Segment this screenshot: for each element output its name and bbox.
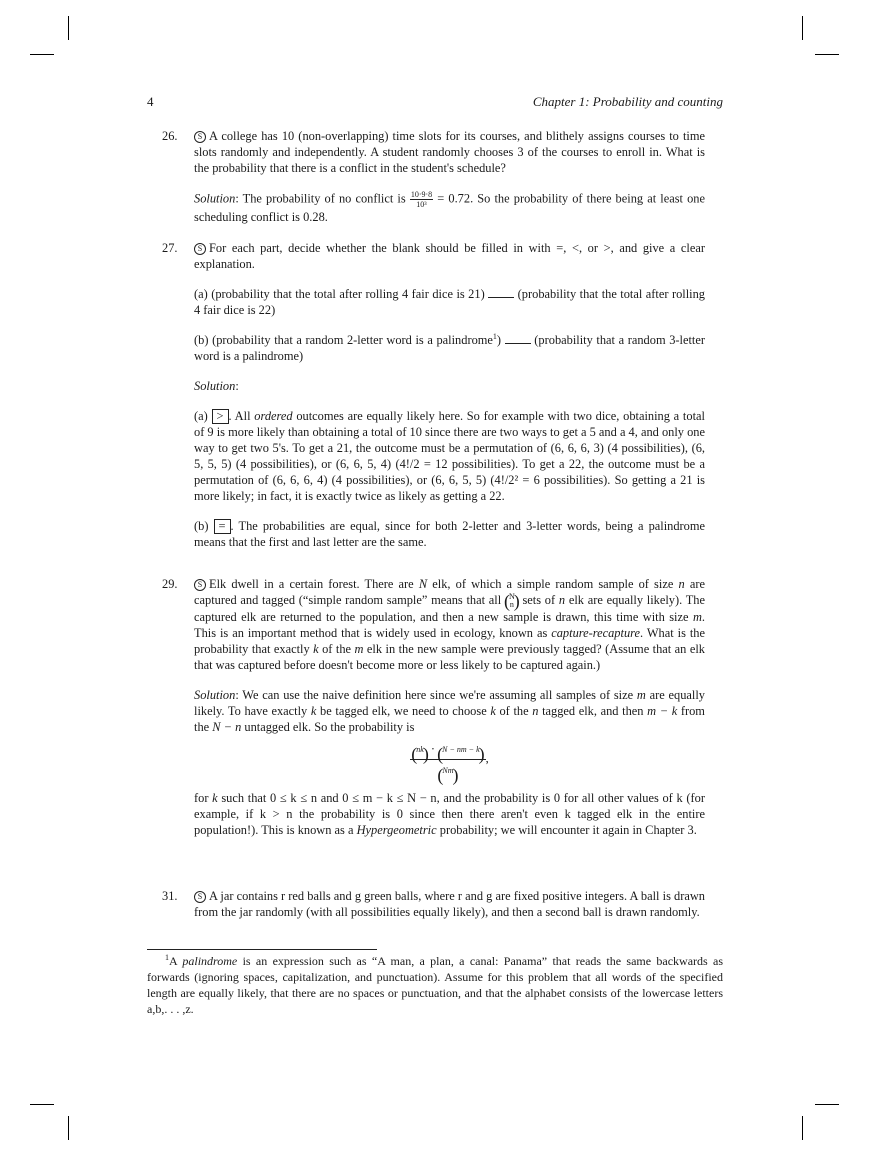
solved-badge-icon: S <box>194 131 206 143</box>
statement-text: . What is the probability that exactly <box>194 626 705 657</box>
binomial <box>412 746 428 754</box>
crop-mark <box>68 1116 69 1140</box>
part-a-right: (probability that the total after rolling 4 fair dice is 22) <box>194 287 705 317</box>
math-var: m <box>636 688 646 703</box>
problem-number: 27. <box>162 241 178 255</box>
formula-numerator: ( nk ) · ( N − nm − k ) <box>410 741 485 760</box>
math-expr: N − n <box>212 720 242 735</box>
answer-blank <box>505 333 531 344</box>
chapter-title: Chapter 1: Probability and counting <box>532 94 723 109</box>
binom-bottom: n <box>509 600 514 610</box>
crop-mark <box>802 16 803 40</box>
math-var: k <box>490 704 496 719</box>
emphasis: ordered <box>254 409 293 423</box>
crop-mark <box>815 54 839 55</box>
solution-text: = 0.72. So the probability of there being at least one scheduling conflict is 0.28. <box>194 191 705 224</box>
problem-number: 26. <box>162 129 178 143</box>
statement-text: elk, of which a simple random sample of size <box>432 577 674 591</box>
emphasis: capture-recapture <box>551 626 641 641</box>
solution-text: : We can use the naive definition here since we're assuming all samples of size <box>235 688 634 703</box>
solution-text: tagged elk, and then <box>542 704 644 719</box>
statement-text: sets of <box>522 593 556 607</box>
binom-top: N − n <box>442 745 461 755</box>
crop-mark <box>30 54 54 55</box>
footnote-ref: 1 <box>492 331 497 341</box>
emphasis: palindrome <box>182 954 238 968</box>
math-var: n <box>558 593 566 607</box>
binom-top: N <box>442 766 448 776</box>
math-var: n <box>532 704 539 719</box>
math-var: m <box>692 610 702 625</box>
footnote-mark: 1 <box>165 953 169 962</box>
solved-badge-icon: S <box>194 579 206 591</box>
answer-b-label: (b) <box>194 519 209 533</box>
problem-31 <box>147 888 705 934</box>
footnote-text: A <box>169 954 178 968</box>
statement-text: of the <box>322 642 352 657</box>
statement-text: Elk dwell in a certain forest. There are <box>209 577 414 591</box>
hypergeometric-formula: ( nk ) · ( N − nm − k ) ( Nm ) , <box>194 741 705 778</box>
binom-bottom: m − k <box>460 745 480 755</box>
math-var: k <box>313 642 319 657</box>
problem-statement: A jar contains r red balls and g green balls, where r and g are fixed positive integers. A ball is drawn from the jar randomly (with all possibilities equally likely), and then a second ball is drawn randomly. <box>194 889 705 919</box>
solution-text: for <box>194 791 209 806</box>
answer-text: . All <box>228 409 251 423</box>
crop-mark <box>68 16 69 40</box>
page-number: 4 <box>147 94 154 109</box>
fraction-denominator: 10³ <box>416 200 427 209</box>
solution-label: Solution <box>194 688 236 703</box>
math-var: k <box>212 791 218 806</box>
answer-box: = <box>214 519 231 534</box>
emphasis: Hypergeometric <box>356 823 437 838</box>
solution-label: Solution <box>194 379 236 393</box>
solution-text: be tagged elk, we need to choose <box>320 704 487 719</box>
fraction-numerator: 10·9·8 <box>410 190 433 199</box>
problem-statement: A college has 10 (non-overlapping) time slots for its courses, and blithely assigns courses to time slots randomly and independently. A student randomly chooses 3 of the courses to enroll in. What is the probability that there is a conflict in the student's schedule? <box>194 129 705 175</box>
answer-box: > <box>212 409 229 424</box>
footnote-rule <box>147 949 377 950</box>
binom-bottom: k <box>420 745 424 755</box>
solution-text: are equally likely. To have exactly <box>194 688 705 719</box>
binomial <box>505 593 519 609</box>
problem-number: 29. <box>162 577 178 591</box>
binom-top: ( N <box>508 592 515 602</box>
statement-text: . This is an important method that is widely used in ecology, known as <box>194 610 705 641</box>
crop-mark <box>802 1116 803 1140</box>
statement-text: elk in the new sample were previously tagged? (Assume that an elk that was captured before doesn't become more or less likely to be captured again.) <box>194 642 705 673</box>
statement-text: are captured and tagged (“simple random sample” means that all <box>194 577 705 607</box>
problem-29 <box>147 576 705 852</box>
solved-badge-icon: S <box>194 891 206 903</box>
statement-text: elk are equally likely). The captured elk are returned to the population, and then a new sample is drawn, this time with size <box>194 593 706 625</box>
binom-bottom: m <box>447 766 454 776</box>
part-b-right: (probability that a random 3-letter word is a palindrome) <box>194 333 705 363</box>
math-var: N <box>418 577 428 591</box>
fraction <box>410 190 433 209</box>
binomial <box>438 746 483 754</box>
answer-blank <box>488 287 514 298</box>
math-var: m <box>354 642 364 657</box>
solution-text: of the <box>499 704 529 719</box>
answer-a-label: (a) <box>194 409 208 423</box>
footnote <box>147 953 723 1017</box>
solution-text: probability; we will encounter it again in Chapter 3. <box>439 823 697 838</box>
math-var: k <box>310 704 317 719</box>
problem-number: 31. <box>162 889 178 903</box>
problem-statement: For each part, decide whether the blank should be filled in with =, <, or >, and give a clear explanation. <box>194 241 705 271</box>
binom-top: n <box>416 745 421 755</box>
formula-fraction <box>410 741 485 778</box>
math-var: n <box>678 577 685 591</box>
solution-text: : The probability of no conflict is <box>235 191 406 206</box>
solution-text: untagged elk. So the probability is <box>244 720 415 735</box>
answer-text: . The probabilities are equal, since for both 2-letter and 3-letter words, being a palindrome means that the first and last letter are the same. <box>194 519 706 549</box>
math-expr: m − k <box>647 704 678 719</box>
part-b-left: (b) (probability that a random 2-letter word is a palindrome <box>194 333 493 347</box>
solution-text: from the <box>194 704 705 735</box>
part-a-left: (a) (probability that the total after rolling 4 fair dice is 21) <box>194 287 485 301</box>
binomial <box>438 767 457 775</box>
formula-denominator <box>410 760 485 778</box>
crop-mark <box>30 1104 54 1105</box>
solved-badge-icon: S <box>194 243 206 255</box>
part-b-paren: ) <box>496 333 502 347</box>
solution-text: such that 0 ≤ k ≤ n and 0 ≤ m − k ≤ N − n, and the probability is 0 for all other values of k (for example, if k > n the probability is 0 since then there aren't even k tagged elk in the entire population!). This is known as a <box>194 791 705 838</box>
crop-mark <box>815 1104 839 1105</box>
solution-label: Solution <box>194 191 236 206</box>
problem-27: 27. S For each part, decide whether the blank should be filled in with =, <, or >, and give a clear explanation. (a) (probability that the total after rolling 4 fair dice is 21) (probability that the total after rolling 4 fair dice is 22) (b) (probability that a random 2-letter word is a palindrome$^1$) (probability that a random 3-letter word is a palindrome) Solution: (a) > . All ordered outcomes are equally likely here. So for example with two dice, obtaining a total of 9 is more likely than obtaining a total of 10 since there are two ways to get a 5 and a 4, and only one way to get two 5's. To get a 21, the outcome must be a permutation of (6, 6, 6, 3) (4 possibilities), (6, 5, 5, 5) (4 possibilities), or (6, 6, 5, 4) (4!/2 = 12 possibilities). To get a 22, the outcome must be a permutation of (6, 6, 6, 4) (4 possibilities), or (6, 6, 5, 5) (4!/2² = 6 possibilities). So getting a 21 is more likely; in fact, it is exactly twice as likely as getting a 22. (b) = . The probabilities are equal, since for both 2-letter and 3-letter words, being a palindrome means that the first and last letter are the same. <box>162 241 706 549</box>
answer-text: outcomes are equally likely here. So for example with two dice, obtaining a total of 9 is more likely than obtaining a total of 10 since there are two ways to get a 5 and a 4, and only one way to get two 5's. To get a 21, the outcome must be a permutation of (6, 6, 6, 3) (4 possibilities), (6, 5, 5, 5) (4 possibilities), or (6, 6, 5, 4) (4!/2 = 12 possibilities). To get a 22, the outcome must be a permutation of (6, 6, 6, 4) (4 possibilities), or (6, 6, 5, 5) (4!/2² = 6 possibilities). So getting a 21 is more likely; in fact, it is exactly twice as likely as getting a 22. <box>194 409 705 503</box>
footnote-text: is an expression such as “A man, a plan, a canal: Panama” that reads the same backwards as forwards (ignoring spaces, capitalization, and punctuation). Assume for this problem that all words of the specified length are equally likely, that there are no spaces or punctuation, and that the alphabet consists of the lowercase letters a,b,. . . ,z. <box>147 954 724 1016</box>
problem-26 <box>147 128 705 231</box>
